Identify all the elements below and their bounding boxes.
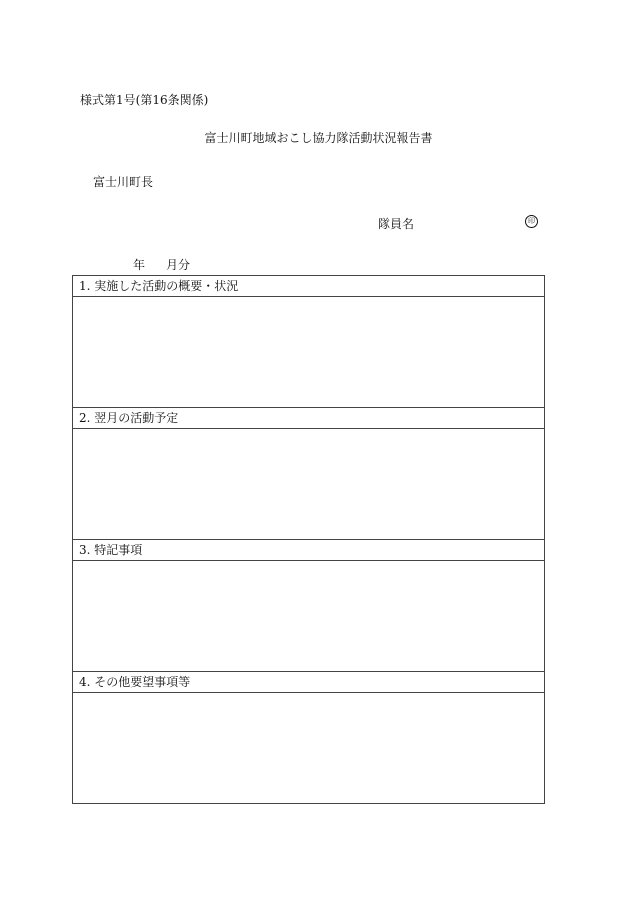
section-header: 2. 翌月の活動予定 xyxy=(73,408,544,429)
section-activity-summary xyxy=(73,276,544,408)
section-entry-area[interactable] xyxy=(73,693,544,803)
section-entry-area[interactable] xyxy=(73,297,544,408)
document-title: 富士川町地域おこし協力隊活動状況報告書 xyxy=(204,131,433,145)
section-header: 3. 特記事項 xyxy=(73,540,544,561)
addressee: 富士川町長 xyxy=(93,175,154,189)
section-next-month-plan xyxy=(73,408,544,540)
report-period xyxy=(133,258,190,272)
section-entry-area[interactable] xyxy=(73,429,544,540)
section-entry-area[interactable] xyxy=(73,561,544,672)
section-header: 1. 実施した活動の概要・状況 xyxy=(73,276,544,297)
report-form-table xyxy=(72,275,545,804)
year-label: 年 xyxy=(133,258,146,272)
seal-mark: 印 xyxy=(525,215,538,228)
form-number-label: 様式第1号(第16条関係) xyxy=(80,93,209,107)
section-other-requests xyxy=(73,672,544,803)
section-header: 4. その他要望事項等 xyxy=(73,672,544,693)
member-name-label: 隊員名 xyxy=(378,217,415,231)
month-label: 月分 xyxy=(166,258,191,272)
section-special-notes xyxy=(73,540,544,672)
